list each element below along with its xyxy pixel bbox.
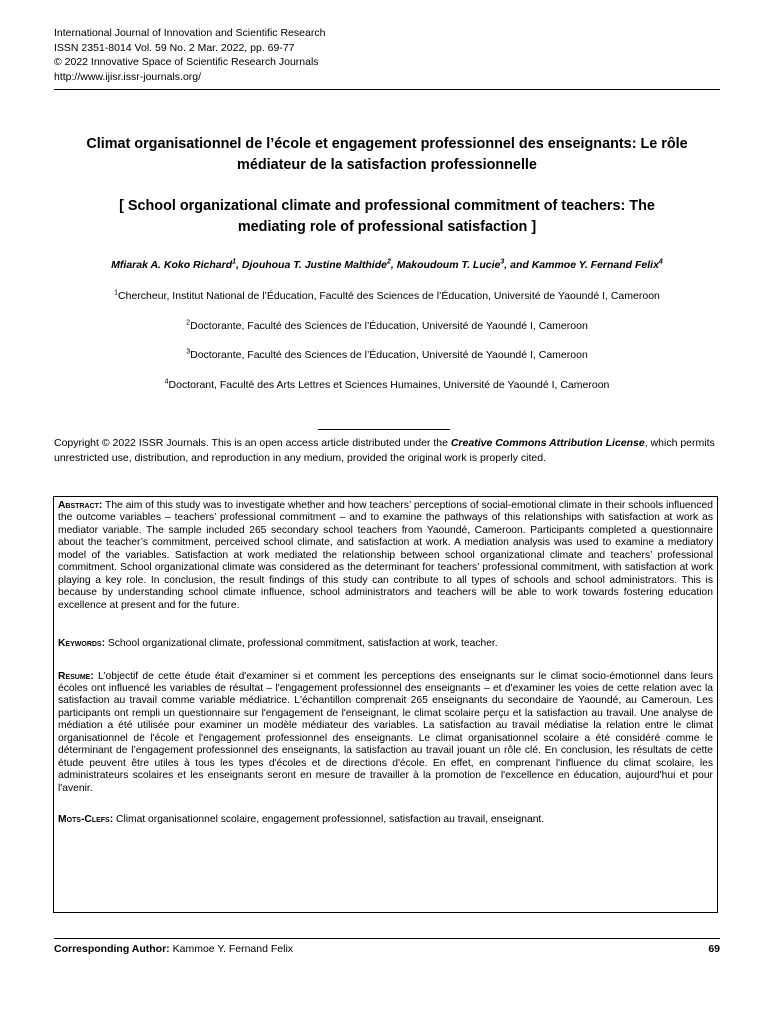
title-english-line: [ School organizational climate and professional commitment of teachers: The — [119, 198, 655, 214]
affiliation-3: $^3$Doctorante, Faculté des Sciences de l’Éducation, Université de Yaoundé I, Cameroon — [186, 348, 588, 361]
copyright-notice: Copyright © 2022 ISSR Journals. This is an open access article distributed under the Creative Commons Attribution License, which permits unrestricted use, distribution, and reproduction in any medium, provided the original work is properly cited. — [54, 437, 715, 464]
mots-clefs: Mots-Clefs: Climat organisationnel scolaire, engagement professionnel, satisfaction au travail, enseignant. — [58, 814, 545, 826]
title-english-line: mediating role of professional satisfaction ] — [237, 219, 537, 235]
affiliation-2: $^2$Doctorante, Faculté des Sciences de l’Éducation, Université de Yaoundé I, Cameroon — [186, 319, 588, 332]
affiliation-1: $^1$Chercheur, Institut National de l’Éducation, Faculté des Sciences de l’Éducation, Université de Yaoundé I, Cameroon — [114, 289, 660, 302]
license-name: Creative Commons Attribution License — [450, 437, 645, 449]
resume: Resume: L’objectif de cette étude était d'examiner si et comment les perceptions des enseignants sur le climat socio-émotionnel dans leurs écoles ont influencé les variables de résultat – l'engagement professionnel des enseignants – et d'examiner les voies de cette relation avec la satisfaction au travail comme variable médiatrice. L'échantillon comprenait 265 enseignants du secondaire de Yaoundé, au Cameroun. Les participants ont rempli un questionnaire sur l'engagement de l'enseignant, le climat scolaire perçu et la satisfaction au travail. Une analyse de médiation a été utilisée pour examiner un modèle médiateur des variables. La satisfaction au travail médiatise la relation entre le climat organisationnel de l'école et l'engagement professionnel des enseignants. Le climat organisationnel scolaire a été considéré comme le déterminant de l’engagement professionnel des enseignants, la satisfaction au travail jouant un rôle clé. En conclusion, les résultats de cette étude peuvent être utiles à tous les types d'écoles et de directions d'école. En effet, en comprenant l'influence du climat scolaire, les administrateurs scolaires et les enseignants seront en mesure de travailler à la promotion de l'excellence en éducation, aujourd'hui et pour l'avenir. — [58, 670, 713, 794]
page-footer — [54, 942, 720, 956]
author: Makoudoum T. Lucie$^3$, and — [396, 258, 532, 271]
corresponding-label: Corresponding Author: — [54, 943, 170, 955]
title-french — [54, 134, 720, 176]
publisher-copyright: © 2022 Innovative Space of Scientific Research Journals — [54, 56, 319, 68]
header-divider — [54, 89, 720, 90]
affiliation-4: $^4$Doctorant, Faculté des Arts Lettres et Sciences Humaines, Université de Yaoundé I, Cameroon — [164, 378, 610, 391]
issn-line: ISSN 2351-8014 Vol. 59 No. 2 Mar. 2022, pp. 69-77 — [54, 41, 295, 54]
copyright-divider — [318, 429, 450, 430]
footer-divider — [54, 938, 720, 939]
title-french-line: médiateur de la satisfaction professionnelle — [237, 157, 537, 173]
abstract-box — [53, 496, 718, 913]
title-english — [54, 196, 720, 238]
journal-url[interactable]: http://www.ijisr.issr-journals.org/ — [54, 70, 202, 83]
corresponding-author: Kammoe Y. Fernand Felix — [169, 943, 294, 955]
author-list — [54, 258, 720, 272]
author: Mfiarak A. Koko Richard$^1$, — [111, 258, 242, 271]
journal-header — [54, 26, 720, 84]
abstract: Abstract: The aim of this study was to investigate whether and how teachers’ perceptions of social-emotional climate in their schools influenced the outcome variables – teachers’ professional commitment – and to examine the pathways of this relationships with satisfaction at work as mediator variable. The sample included 265 secondary school teachers from Yaoundé, Cameroon. Participants completed a questionnaire about the teacher’s commitment, perceived school climate, and satisfaction at work. A mediation analysis was used to examine a mediatory model of the variables. Satisfaction at work mediated the relationship between school organizational climate and teachers’ professional commitment. School organizational climate was considered as the determinant for teachers’ professional commitment, with satisfaction at work playing a key role. In conclusion, the result findings of this study can contribute to all types of schools and school administrators. This is because by understanding school climate influence, school administrators and teachers will be able to work towards fostering education excellence at present and for the future. — [58, 500, 713, 611]
title-french-line: Climat organisationnel de l’école et engagement professionnel des enseignants: Le rôle — [86, 136, 688, 152]
author: Kammoe Y. Fernand Felix$^4$ — [531, 258, 663, 271]
keywords: Keywords: School organizational climate, professional commitment, satisfaction at work, teacher. — [58, 638, 498, 650]
author: Djouhoua T. Justine Malthide$^2$, — [241, 258, 397, 271]
page-number: 69 — [708, 943, 720, 955]
journal-name: International Journal of Innovation and Scientific Research — [54, 27, 326, 39]
